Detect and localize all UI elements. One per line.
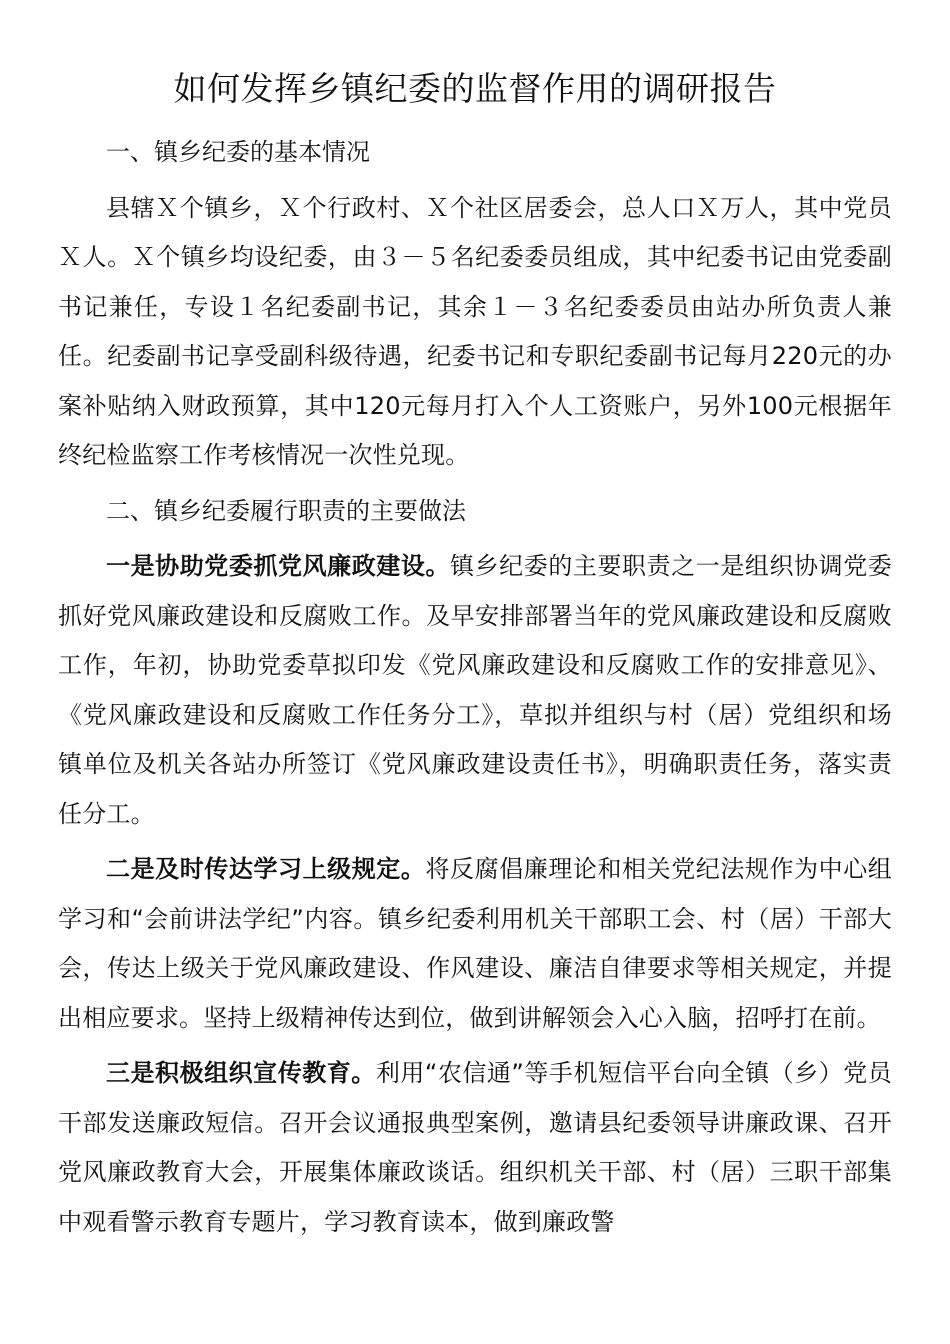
item-3-text: 利用“农信通”等手机短信平台向全镇（乡）党员干部发送廉政短信。召开会议通报典型案例，邀请县纪委领导讲廉政课、召开党风廉政教育大会，开展集体廉政谈话。组织机关干部、村（居）三职干部集中观看警示教育专题片，学习教育读本，做到廉政警 <box>58 1059 893 1236</box>
section-2-heading: 二、镇乡纪委履行职责的主要做法 <box>106 496 466 525</box>
document-title: 如何发挥乡镇纪委的监督作用的调研报告 <box>173 69 777 108</box>
document-page <box>58 62 892 1247</box>
item-3-lead: 三是积极组织宣传教育。 <box>106 1059 376 1087</box>
section-2-item-2 <box>58 845 892 1043</box>
item-2-text: 将反腐倡廉理论和相关党纪法规作为中心组学习和“会前讲法学纪”内容。镇乡纪委利用机关干部职工会、村（居）干部大会，传达上级关于党风廉政建设、作风建设、廉洁自律要求等相关规定，并提出相应要求。坚持上级精神传达到位，做到讲解领会入心入脑，招呼打在前。 <box>58 855 892 1032</box>
item-1-lead: 一是协助党委抓党风廉政建设。 <box>106 552 451 580</box>
section-1-heading: 一、镇乡纪委的基本情况 <box>106 138 370 166</box>
section-2-item-1 <box>58 542 892 839</box>
item-2-lead: 二是及时传达学习上级规定。 <box>106 855 426 883</box>
section-1-paragraph: 县辖Ｘ个镇乡，Ｘ个行政村、Ｘ个社区居委会，总人口Ｘ万人，其中党员Ｘ人。Ｘ个镇乡均设纪委，由３－５名纪委委员组成，其中纪委书记由党委副书记兼任，专设１名纪委副书记，其余１－３名纪委委员由站办所负责人兼任。纪委副书记享受副科级待遇，纪委书记和专职纪委副书记每月220元的办案补贴纳入财政预算，其中120元每月打入个人工资账户，另外100元根据年终纪检监察工作考核情况一次性兑现。 <box>58 193 892 469</box>
item-1-text: 镇乡纪委的主要职责之一是组织协调党委抓好党风廉政建设和反腐败工作。及早安排部署当年的党风廉政建设和反腐败工作，年初，协助党委草拟印发《党风廉政建设和反腐败工作的安排意见》、《党风廉政建设和反腐败工作任务分工》，草拟并组织与村（居）党组织和场镇单位及机关各站办所签订《党风廉政建设责任书》，明确职责任务，落实责任分工。 <box>58 552 892 828</box>
section-2-item-3 <box>58 1049 892 1247</box>
